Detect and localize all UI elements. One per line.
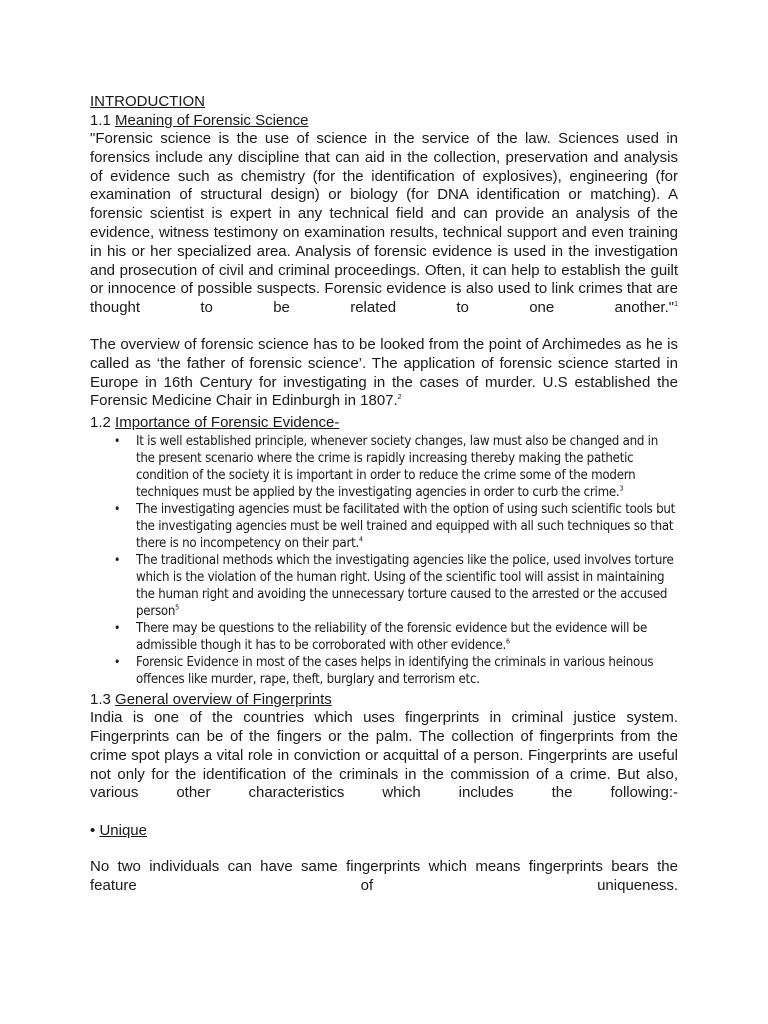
bullet-icon: • (114, 655, 121, 670)
section-1-2-heading (90, 413, 678, 432)
section-1-2-title: Importance of Forensic Evidence- (115, 414, 340, 432)
section-1-3-title: General overview of Fingerprints (115, 691, 332, 709)
footnote-ref-4[interactable]: 4 (359, 535, 363, 544)
section-1-3-number: 1.3 (90, 691, 111, 709)
bullet-icon: • (114, 502, 121, 517)
bullet-icon: • (90, 822, 96, 840)
history-text: The overview of forensic science has to be looked from the point of Archimedes as he is called as ‘the father of forensic science’. The application of forensic science started in Europe in 16th Century for investigating in the cases of murder. U.S established the Forensic Medicine Chair in Edinburgh in 1807. (90, 335, 678, 410)
section-1-1-heading (90, 111, 678, 130)
footnote-ref-3[interactable]: 3 (619, 484, 624, 493)
unique-feature-heading (90, 821, 678, 840)
document-body (90, 92, 678, 896)
section-1-1-number: 1.1 (90, 112, 111, 129)
bullet-icon: • (114, 434, 121, 449)
list-item: • It is well established principle, whenever society changes, law must also be changed and in the present scenario where the crime is rapidly increasing thereby making the pathetic condition of the society it is important in order to reduce the crime some of the modern techniques must be applied by the investigating agencies in order to curb the crime.$^3$ (114, 434, 658, 501)
footnote-ref-2[interactable]: 2 (397, 394, 402, 402)
blank-line (90, 318, 678, 336)
uniqueness-paragraph: No two individuals can have same fingerprints which means fingerprints bears the feature of uniqueness. (90, 858, 678, 894)
section-1-3-heading (90, 690, 678, 709)
footnote-ref-1[interactable]: 1 (674, 301, 678, 309)
bullet-icon: • (114, 621, 121, 636)
list-item: • Forensic Evidence in most of the cases helps in identifying the criminals in various heinous offences like murder, rape, theft, burglary and terrorism etc. (114, 655, 654, 688)
list-item: • The investigating agencies must be facilitated with the option of using such scientific tools but the investigating agencies must be well trained and equipped with all such techniques so that there is no incompetency on their part.$^4$ (114, 502, 676, 552)
unique-feature-title: Unique (99, 822, 147, 840)
list-item: • The traditional methods which the investigating agencies like the police, used involves torture which is the violation of the human right. Using of the scientific tool will assist in maintaining the human right and avoiding the unnecessary torture caused to the arrested or the accused person$^5$ (114, 553, 674, 620)
importance-bullet-list (90, 433, 678, 688)
blank-line (90, 840, 678, 858)
forensic-definition-paragraph (90, 130, 678, 318)
history-paragraph (90, 336, 678, 411)
fingerprints-overview-paragraph: India is one of the countries which uses fingerprints in criminal justice system. Fingerprints can be of the fingers or the palm. The collection of fingerprints from the crime spot plays a vital role in conviction or acquittal of a person. Fingerprints are useful not only for the identification of the criminals in the commission of a crime. But also, various other characteristics which includes the following:- (90, 709, 678, 802)
blank-line (90, 803, 678, 821)
footnote-ref-5[interactable]: 5 (175, 603, 179, 612)
introduction-heading: INTRODUCTION (90, 93, 205, 110)
section-1-2-number: 1.2 (90, 414, 111, 432)
bullet-icon: • (114, 553, 121, 568)
list-item: • There may be questions to the reliability of the forensic evidence but the evidence will be admissible though it has to be corroborated with other evidence.$^6$ (114, 621, 648, 654)
forensic-definition-text: "Forensic science is the use of science in the service of the law. Sciences used in forensics include any discipline that can aid in the collection, preservation and analysis of evidence such as chemistry (for the identification of explosives), engineering (for examination of structural design) or biology (for DNA identification or matching). A forensic scientist is expert in any technical field and can provide an analysis of the evidence, witness testimony on examination results, technical support and even training in his or her specialized area. Analysis of forensic evidence is used in the investigation and prosecution of civil and criminal proceedings. Often, it can help to establish the guilt or innocence of possible suspects. Forensic evidence is also used to link crimes that are thought to be related to one another." (90, 130, 678, 317)
section-1-1-title: Meaning of Forensic Science (115, 112, 309, 129)
footnote-ref-6[interactable]: 6 (506, 637, 510, 646)
